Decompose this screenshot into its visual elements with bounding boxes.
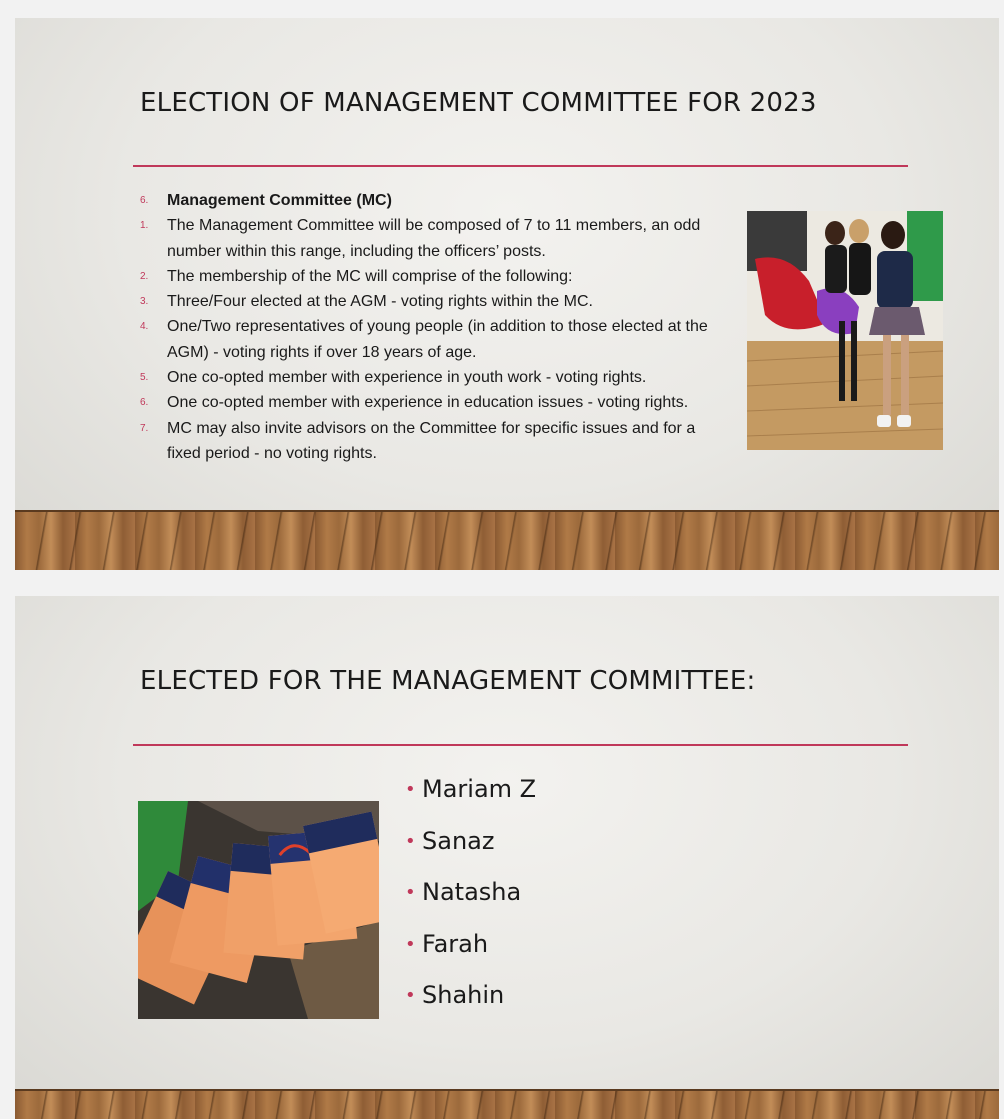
slide-election-rules xyxy=(15,18,999,570)
member-name: Mariam Z xyxy=(422,775,537,803)
list-item-text: One/Two representatives of young people (in addition to those elected at the AGM) - voting rights if over 18 years of age. xyxy=(167,318,708,361)
section-heading-text: Management Committee (MC) xyxy=(167,192,392,209)
list-item xyxy=(137,390,727,415)
flyers-illustration xyxy=(138,801,379,1019)
list-item-text: MC may also invite advisors on the Committee for specific issues and for a fixed period - no voting rights. xyxy=(167,419,696,462)
wood-floor-decoration xyxy=(15,1089,999,1119)
elected-names-list xyxy=(405,764,536,1022)
list-item xyxy=(137,416,727,467)
member-name: Farah xyxy=(422,929,489,958)
rules-list xyxy=(137,188,727,466)
member-name: Sanaz xyxy=(422,826,495,855)
list-number: 1. xyxy=(140,220,149,232)
member-name: Shahin xyxy=(422,981,505,1009)
list-item xyxy=(137,314,727,365)
bullet-icon: • xyxy=(405,882,416,903)
list-number: 7. xyxy=(140,422,149,434)
wood-floor-decoration xyxy=(15,510,999,570)
list-number: 2. xyxy=(140,270,149,282)
slide-title: ELECTED FOR THE MANAGEMENT COMMITTEE: xyxy=(140,666,756,696)
list-number: 6. xyxy=(140,397,149,409)
list-item xyxy=(405,919,536,971)
bullet-icon: • xyxy=(405,985,416,1006)
list-item-text: One co-opted member with experience in education issues - voting rights. xyxy=(167,394,689,412)
dancers-illustration xyxy=(747,211,943,450)
title-divider xyxy=(133,165,908,167)
list-item xyxy=(405,970,536,1022)
bullet-icon: • xyxy=(405,830,416,852)
member-name: Natasha xyxy=(422,878,522,906)
bullet-icon: • xyxy=(405,933,416,955)
list-number: 6. xyxy=(140,195,149,206)
list-item xyxy=(405,867,536,919)
list-number: 5. xyxy=(140,372,149,384)
dancers-photo xyxy=(747,211,943,450)
slide-title: ELECTION OF MANAGEMENT COMMITTEE FOR 2023 xyxy=(140,88,817,118)
list-item-text: One co-opted member with experience in youth work - voting rights. xyxy=(167,369,647,387)
list-number: 3. xyxy=(140,296,149,308)
list-item xyxy=(137,365,727,390)
list-item-text: Three/Four elected at the AGM - voting rights within the MC. xyxy=(167,293,593,311)
list-item xyxy=(137,213,727,264)
title-divider xyxy=(133,744,908,746)
list-item xyxy=(137,264,727,289)
list-item xyxy=(405,816,536,868)
list-item-text: The Management Committee will be composed of 7 to 11 members, an odd number within this range, including the officers’ posts. xyxy=(167,217,701,260)
slide-elected-members xyxy=(15,596,999,1119)
flyers-photo xyxy=(138,801,379,1019)
bullet-icon: • xyxy=(405,779,416,800)
list-number: 4. xyxy=(140,321,149,333)
section-heading xyxy=(137,188,727,213)
list-item-text: The membership of the MC will comprise of the following: xyxy=(167,267,573,285)
list-item xyxy=(405,764,536,816)
list-item xyxy=(137,289,727,314)
